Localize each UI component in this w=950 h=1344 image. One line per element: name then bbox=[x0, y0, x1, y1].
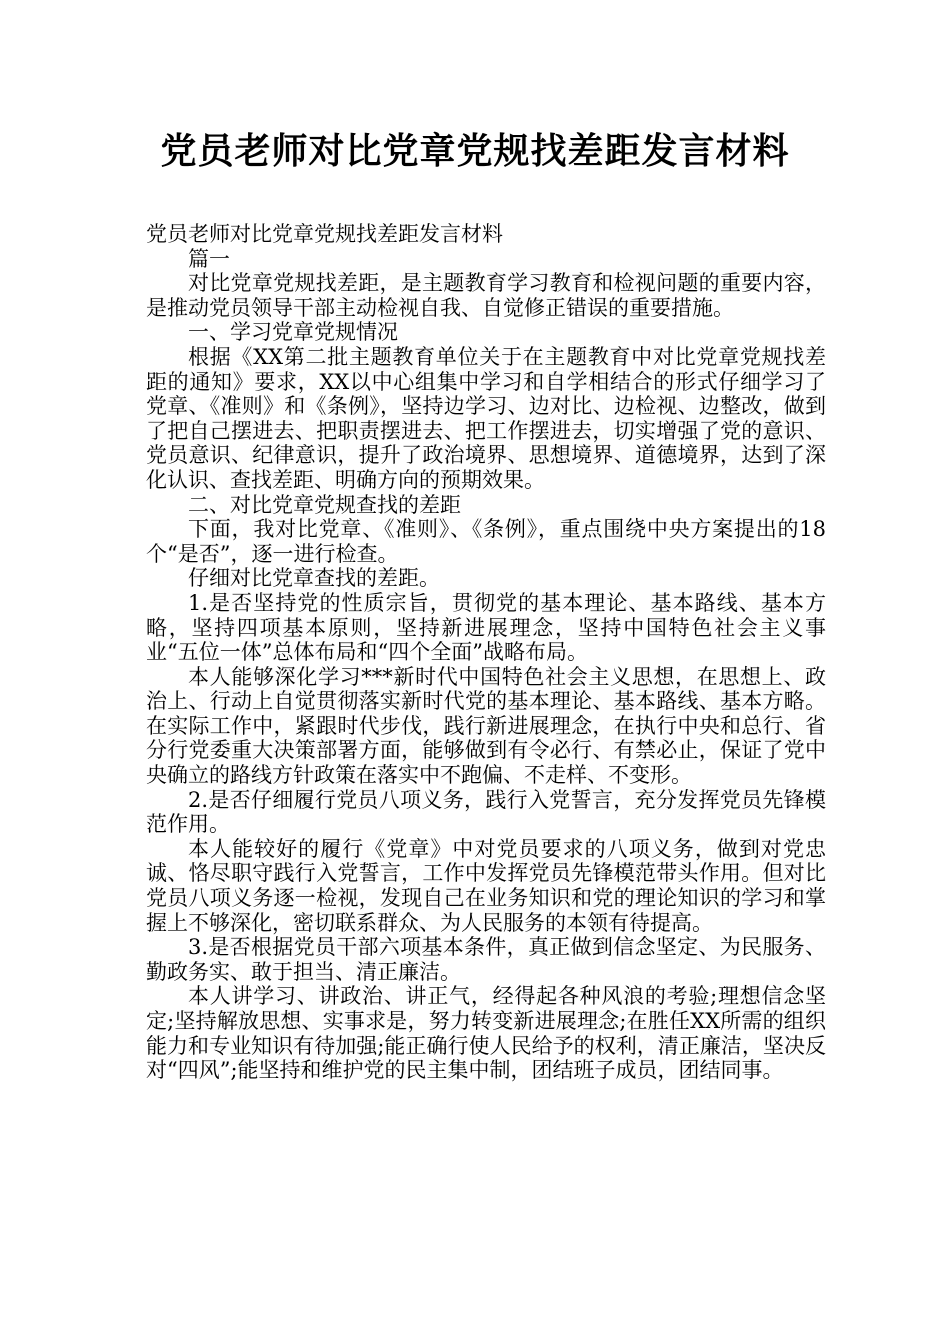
document-body bbox=[146, 222, 826, 1083]
numbered-item: 3.是否根据党员干部六项基本条件，真正做到信念坚定、为民服务、勤政务实、敢于担当、清正廉洁。 bbox=[146, 935, 826, 984]
paragraph: 下面，我对比党章、《准则》、《条例》，重点围绕中央方案提出的18个“是否”，逐一进行检查。 bbox=[146, 517, 826, 566]
numbered-item: 2.是否仔细履行党员八项义务，践行入党誓言，充分发挥党员先锋模范作用。 bbox=[146, 787, 826, 837]
paragraph: 仔细对比党章查找的差距。 bbox=[188, 566, 440, 591]
numbered-item: 1.是否坚持党的性质宗旨，贯彻党的基本理论、基本路线、基本方略，坚持四项基本原则，坚持新进展理念，坚持中国特色社会主义事业“五位一体”总体布局和“四个全面”战略布局。 bbox=[146, 590, 826, 665]
paragraph: 篇一 bbox=[188, 246, 230, 271]
document-title: 党员老师对比党章党规找差距发言材料 bbox=[160, 131, 790, 172]
section-heading: 二、对比党章党规查找的差距 bbox=[188, 492, 461, 517]
section-heading: 一、学习党章党规情况 bbox=[188, 320, 398, 345]
paragraph: 党员老师对比党章党规找差距发言材料 bbox=[146, 222, 503, 246]
paragraph: 根据《XX第二批主题教育单位关于在主题教育中对比党章党规找差距的通知》要求，XX以中心组集中学习和自学相结合的形式仔细学习了党章、《准则》和《条例》，坚持边学习、边对比、边检视、边整改，做到了把自己摆进去、把职责摆进去、把工作摆进去，切实增强了党的意识、党员意识、纪律意识，提升了政治境界、思想境界、道德境界，达到了深化认识、查找差距、明确方向的预期效果。 bbox=[146, 344, 826, 492]
paragraph: 本人讲学习、讲政治、讲正气，经得起各种风浪的考验;理想信念坚定;坚持解放思想、实事求是，努力转变新进展理念;在胜任XX所需的组织能力和专业知识有待加强;能正确行使人民给予的权利，清正廉洁，坚决反对“四风”;能坚持和维护党的民主集中制，团结班子成员，团结同事。 bbox=[146, 984, 826, 1083]
paragraph: 本人能较好的履行《党章》中对党员要求的八项义务，做到对党忠诚、恪尽职守践行入党誓言，工作中发挥党员先锋模范带头作用。但对比党员八项义务逐一检视，发现自己在业务知识和党的理论知识的学习和掌握上不够深化，密切联系群众、为人民服务的本领有待提高。 bbox=[146, 836, 826, 935]
paragraph: 对比党章党规找差距，是主题教育学习教育和检视问题的重要内容，是推动党员领导干部主动检视自我、自觉修正错误的重要措施。 bbox=[146, 271, 826, 320]
paragraph: 本人能够深化学习***新时代中国特色社会主义思想，在思想上、政治上、行动上自觉贯彻落实新时代党的基本理论、基本路线、基本方略。在实际工作中，紧跟时代步伐，践行新进展理念，在执行中央和总行、省分行党委重大决策部署方面，能够做到有令必行、有禁必止，保证了党中央确立的路线方针政策在落实中不跑偏、不走样、不变形。 bbox=[146, 664, 826, 788]
